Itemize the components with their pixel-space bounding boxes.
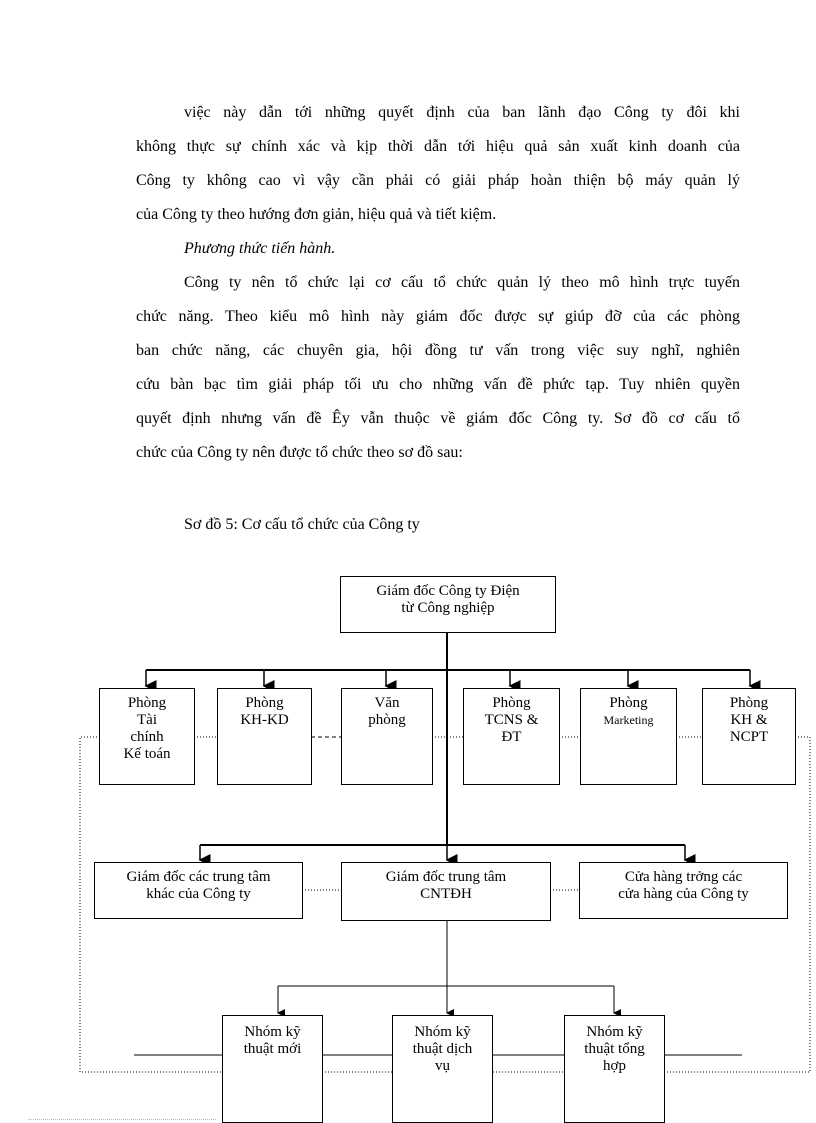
- org-box-other-centers: Giám đốc các trung tâm khác của Công ty: [94, 862, 303, 919]
- org-box-finance: Phòng Tài chính Kế toán: [99, 688, 195, 785]
- diagram-caption: Sơ đồ 5: Cơ cấu tổ chức của Công ty: [184, 516, 420, 533]
- paragraph-1-line: không thực sự chính xác và kịp thời dẫn tới hiệu quả sản xuất kinh doanh của: [136, 138, 740, 155]
- paragraph-1-line: của Công ty theo hướng đơn giản, hiệu quả và tiết kiệm.: [136, 206, 497, 223]
- paragraph-2-line: chức năng. Theo kiểu mô hình này giám đốc được sự giúp đỡ của các phòng: [136, 308, 740, 325]
- paragraph-1-line: Công ty không cao vì vậy cần phải có giải pháp hoàn thiện bộ máy quản lý: [136, 172, 740, 189]
- org-box-service-tech-group: Nhóm kỹ thuật dịch vụ: [392, 1015, 493, 1123]
- page-footer-divider: [28, 1119, 216, 1121]
- paragraph-2-line: chức của Công ty nên được tổ chức theo sơ đồ sau:: [136, 444, 463, 461]
- org-box-cntdh-center: Giám đốc trung tâm CNTĐH: [341, 862, 551, 921]
- paragraph-1-line: việc này dẫn tới những quyết định của ban lãnh đạo Công ty đôi khi: [184, 104, 740, 121]
- org-box-planning-business: Phòng KH-KD: [217, 688, 312, 785]
- org-box-hr-training: Phòng TCNS & ĐT: [463, 688, 560, 785]
- org-box-ceo: Giám đốc Công ty Điện từ Công nghiệp: [340, 576, 556, 633]
- org-box-research-development: Phòng KH & NCPT: [702, 688, 796, 785]
- paragraph-2-line: quyết định nhưng vấn đề Êy vẫn thuộc về giám đốc Công ty. Sơ đồ cơ cấu tổ: [136, 410, 740, 427]
- org-box-store-managers: Cửa hàng trởng các cửa hàng của Công ty: [579, 862, 788, 919]
- org-box-new-tech-group: Nhóm kỹ thuật mới: [222, 1015, 323, 1123]
- paragraph-2-line: ban chức năng, các chuyên gia, hội đồng tư vấn trong việc suy nghĩ, nghiên: [136, 342, 740, 359]
- org-box-general-tech-group: Nhóm kỹ thuật tổng hợp: [564, 1015, 665, 1123]
- paragraph-2-line: cứu bàn bạc tìm giải pháp tối ưu cho những vấn đề phức tạp. Tuy nhiên quyền: [136, 376, 740, 393]
- subheading: Phương thức tiến hành.: [184, 240, 336, 257]
- org-box-marketing: Phòng Marketing: [580, 688, 677, 785]
- paragraph-2-line: Công ty nên tổ chức lại cơ cấu tổ chức quản lý theo mô hình trực tuyến: [184, 274, 740, 291]
- org-box-office: Văn phòng: [341, 688, 433, 785]
